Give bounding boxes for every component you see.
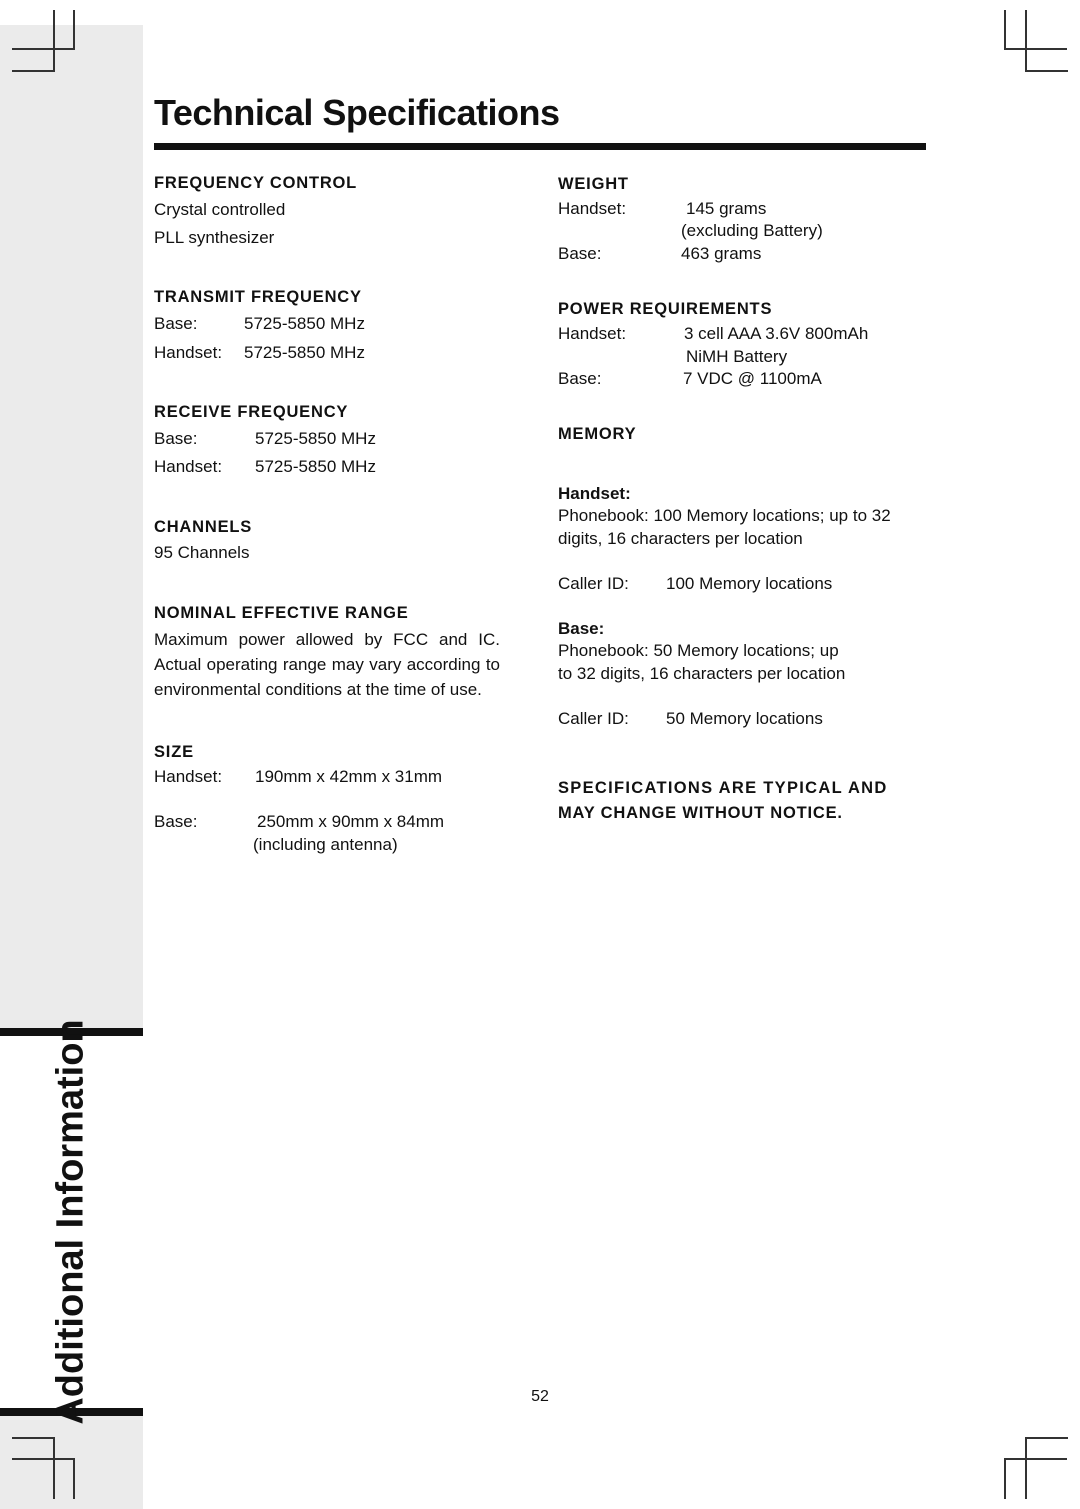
- crop-mark-br-v: [1004, 1458, 1006, 1499]
- notice-line1: SPECIFICATIONS ARE TYPICAL AND: [558, 779, 888, 797]
- size-handset-value: 190mm x 42mm x 31mm: [255, 767, 443, 786]
- memory-base-phonebook-line1: Phonebook: 50 Memory locations; up: [558, 641, 839, 660]
- receive-base-label: Base:: [154, 429, 198, 448]
- page-number: 52: [531, 1388, 549, 1405]
- nominal-range-text: Maximum power allowed by FCC and IC. Actual operating range may vary according to environmental conditions at the time of use.: [154, 630, 500, 699]
- weight-handset-label: Handset:: [558, 199, 627, 218]
- size-handset-label: Handset:: [154, 767, 223, 786]
- weight-handset-value: 145 grams: [686, 199, 767, 218]
- transmit-base-value: 5725-5850 MHz: [244, 314, 365, 333]
- receive-handset-value: 5725-5850 MHz: [255, 457, 376, 476]
- frequency-control-heading: FREQUENCY CONTROL: [154, 174, 358, 192]
- title-rule: [154, 143, 926, 150]
- page-title: Technical Specifications: [154, 92, 560, 133]
- crop-mark-tl-v2: [73, 10, 75, 50]
- power-handset-value: 3 cell AAA 3.6V 800mAh: [684, 324, 869, 343]
- nominal-range-heading: NOMINAL EFFECTIVE RANGE: [154, 604, 409, 622]
- crop-mark-bl-v: [53, 1437, 55, 1499]
- frequency-control-line2: PLL synthesizer: [154, 228, 275, 247]
- crop-mark-tr-h: [1004, 48, 1067, 50]
- transmit-handset-value: 5725-5850 MHz: [244, 343, 365, 362]
- weight-base-label: Base:: [558, 244, 602, 263]
- crop-mark-tr-v: [1004, 10, 1006, 50]
- power-handset-note: NiMH Battery: [686, 347, 788, 366]
- crop-mark-br-h: [1025, 1437, 1068, 1439]
- channels-heading: CHANNELS: [154, 518, 253, 536]
- weight-base-value: 463 grams: [681, 244, 762, 263]
- weight-handset-note: (excluding Battery): [681, 221, 823, 240]
- crop-mark-tl-v: [53, 10, 55, 72]
- size-base-label: Base:: [154, 812, 198, 831]
- memory-handset-subheading: Handset:: [558, 484, 631, 503]
- memory-base-callerid-value: 50 Memory locations: [666, 709, 823, 728]
- memory-base-callerid-label: Caller ID:: [558, 709, 629, 728]
- weight-heading: WEIGHT: [558, 175, 629, 193]
- memory-base-phonebook-line2: to 32 digits, 16 characters per location: [558, 664, 846, 683]
- power-base-value: 7 VDC @ 1100mA: [683, 369, 822, 388]
- crop-mark-bl-v2: [73, 1458, 75, 1499]
- crop-mark-tr-h2: [1025, 70, 1068, 72]
- crop-mark-tl-h: [12, 48, 75, 50]
- memory-handset-phonebook: Phonebook: 100 Memory locations; up to 32 digits, 16 characters per location: [558, 506, 891, 548]
- power-base-label: Base:: [558, 369, 602, 388]
- size-base-value: 250mm x 90mm x 84mm: [257, 812, 445, 831]
- frequency-control-line1: Crystal controlled: [154, 200, 286, 219]
- memory-base-subheading: Base:: [558, 619, 605, 638]
- memory-handset-callerid-label: Caller ID:: [558, 574, 629, 593]
- transmit-frequency-heading: TRANSMIT FREQUENCY: [154, 288, 362, 306]
- size-heading: SIZE: [154, 743, 194, 761]
- size-base-note: (including antenna): [253, 835, 398, 854]
- crop-mark-bl-h: [12, 1437, 55, 1439]
- transmit-base-label: Base:: [154, 314, 198, 333]
- section-tab-label: Additional Information: [49, 1019, 92, 1425]
- crop-mark-bl-h2: [12, 1458, 75, 1460]
- power-heading: POWER REQUIREMENTS: [558, 300, 773, 318]
- crop-mark-tl-h2: [12, 70, 55, 72]
- receive-frequency-heading: RECEIVE FREQUENCY: [154, 403, 349, 421]
- crop-mark-tr-v2: [1025, 10, 1027, 72]
- power-handset-label: Handset:: [558, 324, 627, 343]
- memory-heading: MEMORY: [558, 425, 637, 443]
- receive-base-value: 5725-5850 MHz: [255, 429, 376, 448]
- notice-line2: MAY CHANGE WITHOUT NOTICE.: [558, 804, 843, 822]
- receive-handset-label: Handset:: [154, 457, 223, 476]
- crop-mark-br-v2: [1025, 1437, 1027, 1499]
- crop-mark-br-h2: [1004, 1458, 1067, 1460]
- channels-value: 95 Channels: [154, 543, 250, 562]
- transmit-handset-label: Handset:: [154, 343, 223, 362]
- memory-handset-callerid-value: 100 Memory locations: [666, 574, 833, 593]
